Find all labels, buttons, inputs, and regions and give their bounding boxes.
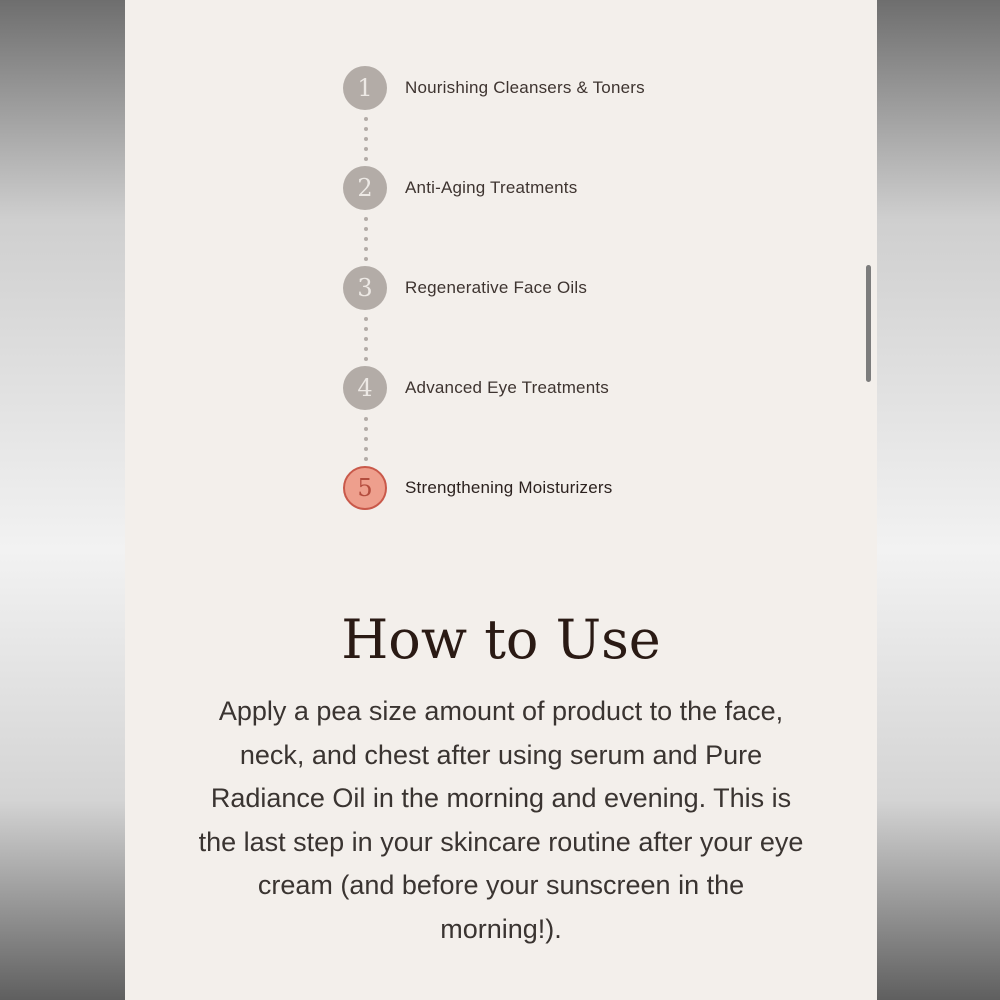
step-connector-dots [364,317,368,361]
step-2[interactable] [343,165,803,211]
step-label: Anti-Aging Treatments [405,178,578,197]
step-number-badge: 5 [343,466,387,510]
step-connector-dots [364,117,368,161]
step-label: Nourishing Cleansers & Toners [405,78,645,97]
how-to-use-body: Apply a pea size amount of product to the face, neck, and chest after using serum and Pure Radiance Oil in the morning and evening. This is the last step in your skincare routine after your eye cream (and before your sunscreen in the morning!). [198,696,804,944]
step-number-badge: 2 [343,166,387,210]
step-connector-dots [364,417,368,461]
step-number-badge: 1 [343,66,387,110]
step-3[interactable] [343,265,803,311]
content-panel [125,0,877,1000]
step-label: Advanced Eye Treatments [405,378,609,397]
step-label: Regenerative Face Oils [405,278,588,297]
step-label: Strengthening Moisturizers [405,478,613,497]
step-4[interactable] [343,365,803,411]
how-to-use-title: How to Use [341,608,661,671]
step-number-badge: 3 [343,266,387,310]
step-number-badge: 4 [343,366,387,410]
step-1[interactable] [343,65,803,111]
step-connector-dots [364,217,368,261]
routine-steps [125,0,877,560]
step-5-active[interactable] [343,465,803,511]
scrollbar[interactable] [866,265,871,382]
